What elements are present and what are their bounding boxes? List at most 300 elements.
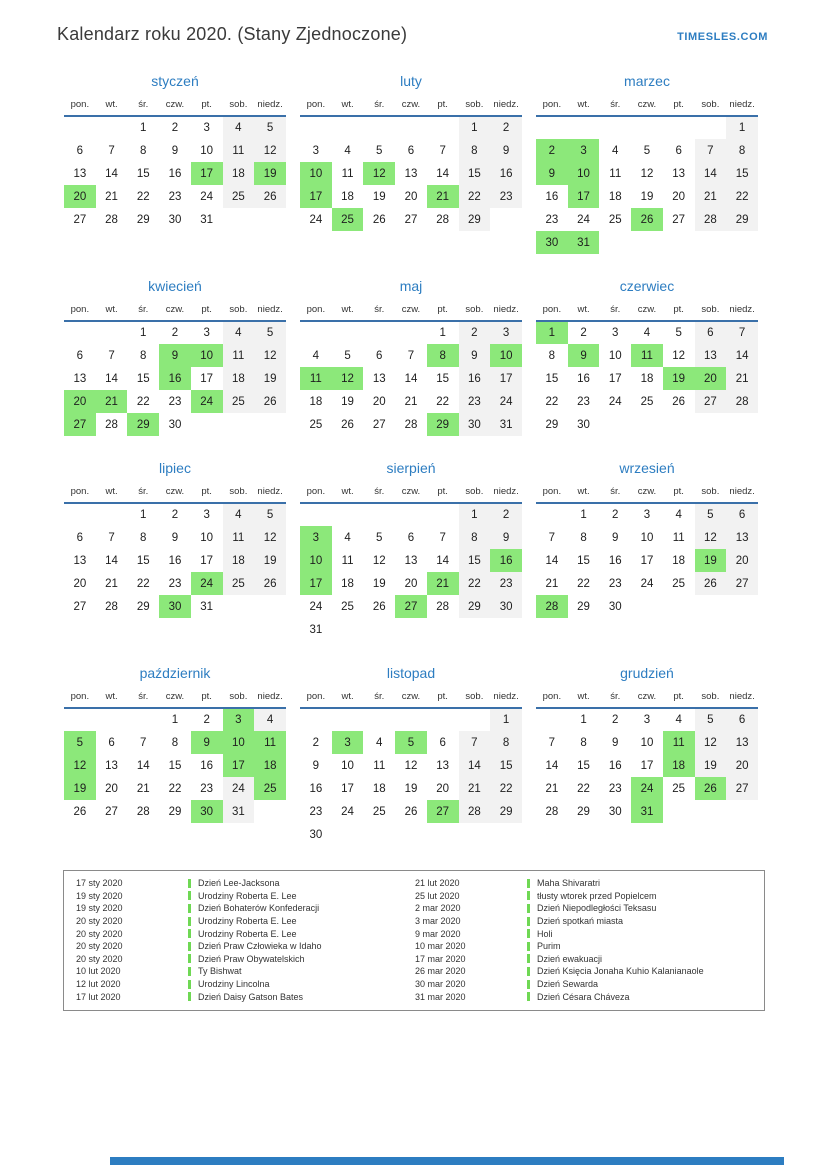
holiday-tick-icon (188, 967, 191, 976)
legend-row (415, 965, 752, 978)
legend-row (415, 902, 752, 915)
day-cell: 14 (136, 759, 150, 772)
legend-row (415, 953, 752, 966)
weekday-label: śr. (127, 302, 159, 321)
weekend-day-cell: 31 (490, 413, 522, 436)
weekend-day-cell: 30 (459, 413, 491, 436)
weekend-day-cell: 18 (223, 549, 255, 572)
weekday-label: pon. (536, 484, 568, 503)
holiday-day-cell: 19 (695, 549, 727, 572)
day-cell: 14 (436, 167, 450, 180)
day-cell: 31 (200, 600, 214, 613)
holiday-day-cell: 27 (427, 800, 459, 823)
weekend-day-cell: 14 (459, 754, 491, 777)
weekday-label: wt. (568, 484, 600, 503)
weekday-label: niedz. (254, 689, 286, 708)
weekday-label: czw. (159, 689, 191, 708)
empty-cell (395, 503, 427, 526)
weekend-day-cell: 19 (695, 754, 727, 777)
holiday-tick-icon (188, 992, 191, 1001)
weekend-day-cell: 11 (223, 526, 255, 549)
empty-cell (695, 595, 727, 618)
day-cell: 31 (200, 213, 214, 226)
day-cell: 14 (436, 554, 450, 567)
weekday-label: czw. (395, 302, 427, 321)
weekday-label: wt. (568, 97, 600, 116)
holiday-day-cell: 9 (191, 731, 223, 754)
holiday-day-cell: 3 (568, 139, 600, 162)
day-cell: 4 (344, 144, 351, 157)
weekend-day-cell: 14 (695, 162, 727, 185)
legend-row (415, 990, 752, 1003)
holiday-day-cell: 30 (191, 800, 223, 823)
weekend-day-cell: 7 (726, 321, 758, 344)
holiday-day-cell: 17 (300, 185, 332, 208)
weekend-day-cell: 4 (223, 321, 255, 344)
day-cell: 28 (436, 213, 450, 226)
weekend-day-cell: 12 (695, 731, 727, 754)
holiday-day-cell: 19 (64, 777, 96, 800)
day-cell: 24 (309, 600, 323, 613)
day-cell: 2 (312, 736, 320, 749)
legend-row (76, 978, 401, 991)
day-cell: 19 (372, 190, 386, 203)
weekend-day-cell: 15 (459, 549, 491, 572)
legend-date: 12 lut 2020 (76, 979, 121, 990)
month-title: styczeń (151, 73, 199, 89)
weekend-day-cell: 3 (490, 321, 522, 344)
holiday-tick-icon (527, 980, 530, 989)
legend-date: 2 mar 2020 (415, 903, 461, 914)
day-cell: 15 (168, 759, 182, 772)
holiday-day-cell: 17 (300, 572, 332, 595)
weekday-label: pt. (663, 689, 695, 708)
day-cell: 26 (73, 805, 87, 818)
empty-cell (64, 116, 96, 139)
weekday-label: śr. (127, 97, 159, 116)
holiday-day-cell: 10 (300, 549, 332, 572)
empty-cell (363, 618, 395, 641)
day-cell: 26 (672, 395, 686, 408)
day-cell: 17 (640, 759, 654, 772)
month-block (64, 460, 286, 618)
month-table (536, 689, 758, 823)
empty-cell (191, 413, 223, 436)
day-cell: 14 (404, 372, 418, 385)
legend-holiday-name: Dzień Księcia Jonaha Kuhio Kalanianaole (537, 966, 704, 977)
day-cell: 13 (73, 167, 87, 180)
weekend-day-cell: 18 (223, 367, 255, 390)
day-cell: 10 (640, 531, 654, 544)
weekend-day-cell: 11 (223, 139, 255, 162)
weekend-day-cell: 8 (459, 139, 491, 162)
day-cell: 13 (672, 167, 686, 180)
empty-cell (96, 708, 128, 731)
empty-cell (663, 595, 695, 618)
day-cell: 6 (108, 736, 115, 749)
weekend-day-cell: 14 (726, 344, 758, 367)
months-grid (64, 73, 758, 846)
day-cell: 7 (439, 531, 446, 544)
empty-cell (64, 503, 96, 526)
empty-cell (726, 231, 758, 254)
weekday-label: pon. (536, 302, 568, 321)
holiday-tick-icon (527, 904, 530, 913)
weekday-label: niedz. (254, 97, 286, 116)
empty-cell (631, 595, 663, 618)
legend-row (415, 890, 752, 903)
empty-cell (395, 823, 427, 846)
empty-cell (490, 823, 522, 846)
day-cell: 13 (73, 372, 87, 385)
empty-cell (332, 321, 364, 344)
weekend-day-cell: 2 (490, 116, 522, 139)
page-header (0, 0, 827, 45)
holiday-day-cell: 17 (223, 754, 255, 777)
weekday-label: niedz. (490, 689, 522, 708)
empty-cell (726, 413, 758, 436)
day-cell: 9 (312, 759, 320, 772)
holiday-tick-icon (188, 980, 191, 989)
weekend-day-cell: 15 (726, 162, 758, 185)
day-cell: 15 (577, 759, 590, 772)
holiday-day-cell: 17 (568, 185, 600, 208)
day-cell: 21 (136, 782, 150, 795)
day-cell: 16 (309, 782, 323, 795)
day-cell: 11 (341, 167, 354, 180)
empty-cell (427, 116, 459, 139)
weekday-label: sob. (695, 302, 727, 321)
weekday-label: czw. (631, 484, 663, 503)
legend-date: 21 lut 2020 (415, 878, 460, 889)
holiday-day-cell: 8 (427, 344, 459, 367)
weekend-day-cell: 12 (254, 526, 286, 549)
weekday-label: śr. (363, 97, 395, 116)
weekend-day-cell: 29 (459, 595, 491, 618)
weekend-day-cell: 1 (459, 116, 491, 139)
site-link[interactable]: TIMESLES.COM (677, 31, 768, 43)
holiday-day-cell: 21 (427, 185, 459, 208)
holiday-day-cell: 3 (332, 731, 364, 754)
weekend-day-cell: 26 (695, 572, 727, 595)
weekday-label: pon. (64, 302, 96, 321)
weekday-label: śr. (599, 302, 631, 321)
weekend-day-cell: 26 (254, 572, 286, 595)
day-cell: 10 (341, 759, 354, 772)
weekday-label: czw. (631, 97, 663, 116)
weekday-label: pt. (427, 484, 459, 503)
day-cell: 25 (372, 805, 386, 818)
weekend-day-cell: 9 (459, 344, 491, 367)
weekday-label: pt. (663, 97, 695, 116)
legend-row (76, 927, 401, 940)
holiday-tick-icon (527, 954, 530, 963)
legend-holiday-name: Dzień Niepodległości Teksasu (537, 903, 657, 914)
day-cell: 8 (140, 144, 147, 157)
empty-cell (568, 116, 600, 139)
holiday-tick-icon (188, 929, 191, 938)
weekend-day-cell: 8 (459, 526, 491, 549)
holiday-day-cell: 10 (191, 344, 223, 367)
weekday-label: pon. (64, 689, 96, 708)
month-block (64, 278, 286, 436)
weekday-label: czw. (631, 302, 663, 321)
month-table (64, 97, 286, 231)
weekday-label: śr. (599, 689, 631, 708)
weekday-label: pt. (191, 302, 223, 321)
month-title: sierpień (386, 460, 436, 476)
weekend-day-cell: 29 (726, 208, 758, 231)
day-cell: 27 (105, 805, 118, 818)
legend-date: 25 lut 2020 (415, 890, 460, 901)
day-cell: 2 (171, 327, 179, 339)
weekend-day-cell: 19 (254, 549, 286, 572)
legend-date: 10 lut 2020 (76, 966, 121, 977)
day-cell: 30 (577, 418, 590, 431)
day-cell: 18 (608, 190, 622, 203)
day-cell: 25 (640, 395, 654, 408)
weekday-label: sob. (459, 97, 491, 116)
empty-cell (332, 503, 364, 526)
day-cell: 21 (404, 395, 418, 408)
weekend-day-cell: 17 (490, 367, 522, 390)
month-title: czerwiec (619, 278, 675, 294)
holiday-day-cell: 26 (631, 208, 663, 231)
holiday-day-cell: 10 (490, 344, 522, 367)
day-cell: 14 (105, 167, 118, 180)
holiday-day-cell: 10 (300, 162, 332, 185)
day-cell: 29 (136, 213, 150, 226)
legend-row (415, 915, 752, 928)
empty-cell (395, 321, 427, 344)
day-cell: 13 (436, 759, 450, 772)
month-table (536, 484, 758, 618)
day-cell: 23 (309, 805, 323, 818)
weekday-label: wt. (332, 302, 364, 321)
legend-date: 17 lut 2020 (76, 991, 121, 1002)
empty-cell (363, 321, 395, 344)
weekend-day-cell: 9 (490, 139, 522, 162)
month-block (300, 73, 522, 231)
month-title: październik (139, 665, 211, 681)
holiday-day-cell: 21 (96, 390, 128, 413)
day-cell: 22 (577, 782, 590, 795)
weekday-label: wt. (332, 97, 364, 116)
day-cell: 18 (341, 190, 354, 203)
day-cell: 22 (545, 395, 559, 408)
month-block (64, 73, 286, 231)
weekday-label: czw. (159, 302, 191, 321)
weekday-label: wt. (96, 97, 128, 116)
empty-cell (363, 708, 395, 731)
holiday-tick-icon (527, 967, 530, 976)
empty-cell (536, 116, 568, 139)
month-table (300, 484, 522, 641)
weekend-day-cell: 22 (490, 777, 522, 800)
weekday-label: sob. (695, 97, 727, 116)
holiday-day-cell: 18 (254, 754, 286, 777)
day-cell: 23 (168, 395, 182, 408)
holiday-day-cell: 20 (64, 185, 96, 208)
legend-holiday-name: Urodziny Lincolna (198, 979, 270, 990)
weekend-day-cell: 20 (726, 754, 758, 777)
legend-row (76, 915, 401, 928)
empty-cell (96, 116, 128, 139)
holiday-day-cell: 31 (631, 800, 663, 823)
day-cell: 28 (545, 805, 559, 818)
day-cell: 16 (608, 554, 622, 567)
day-cell: 13 (404, 167, 418, 180)
day-cell: 16 (168, 167, 182, 180)
month-block (536, 460, 758, 618)
day-cell: 4 (312, 349, 320, 362)
month-table (300, 302, 522, 436)
day-cell: 2 (203, 714, 210, 726)
holiday-day-cell: 19 (254, 162, 286, 185)
legend-date: 10 mar 2020 (415, 941, 466, 952)
day-cell: 25 (341, 600, 354, 613)
day-cell: 19 (372, 577, 386, 590)
weekday-label: wt. (96, 302, 128, 321)
legend-row (76, 953, 401, 966)
day-cell: 27 (73, 600, 87, 613)
day-cell: 24 (341, 805, 354, 818)
weekday-label: pt. (191, 97, 223, 116)
empty-cell (300, 503, 332, 526)
day-cell: 7 (108, 144, 115, 157)
weekend-day-cell: 5 (254, 503, 286, 526)
day-cell: 14 (545, 554, 559, 567)
weekend-day-cell: 1 (726, 116, 758, 139)
day-cell: 6 (675, 144, 682, 157)
day-cell: 28 (105, 600, 118, 613)
holiday-day-cell: 29 (127, 413, 159, 436)
day-cell: 8 (580, 531, 587, 544)
weekend-day-cell: 13 (726, 526, 758, 549)
day-cell: 16 (577, 372, 590, 385)
weekday-label: wt. (332, 484, 364, 503)
day-cell: 7 (108, 531, 115, 544)
day-cell: 3 (643, 714, 651, 726)
day-cell: 29 (168, 805, 182, 818)
day-cell: 23 (577, 395, 590, 408)
legend-date: 19 sty 2020 (76, 890, 123, 901)
day-cell: 11 (672, 531, 685, 544)
weekday-label: pon. (536, 97, 568, 116)
holiday-day-cell: 24 (191, 572, 223, 595)
day-cell: 8 (140, 531, 147, 544)
day-cell: 14 (105, 554, 118, 567)
holiday-day-cell: 12 (332, 367, 364, 390)
month-title: lipiec (159, 460, 191, 476)
day-cell: 16 (545, 190, 559, 203)
legend-date: 20 sty 2020 (76, 928, 123, 939)
day-cell: 13 (372, 372, 386, 385)
day-cell: 15 (436, 372, 450, 385)
legend-row (415, 940, 752, 953)
day-cell: 6 (76, 349, 84, 362)
day-cell: 4 (344, 531, 351, 544)
day-cell: 27 (372, 418, 386, 431)
day-cell: 29 (577, 805, 590, 818)
day-cell: 9 (171, 531, 179, 544)
weekday-label: czw. (159, 484, 191, 503)
weekday-label: niedz. (726, 97, 758, 116)
day-cell: 26 (341, 418, 354, 431)
weekend-day-cell: 4 (223, 116, 255, 139)
day-cell: 20 (672, 190, 686, 203)
weekend-day-cell: 24 (223, 777, 255, 800)
day-cell: 20 (372, 395, 386, 408)
empty-cell (599, 116, 631, 139)
empty-cell (726, 595, 758, 618)
day-cell: 30 (608, 600, 622, 613)
weekend-day-cell: 22 (459, 572, 491, 595)
day-cell: 2 (612, 714, 619, 726)
weekend-day-cell: 12 (254, 344, 286, 367)
day-cell: 5 (675, 327, 682, 339)
empty-cell (427, 503, 459, 526)
weekday-label: pon. (64, 484, 96, 503)
weekend-day-cell: 20 (726, 549, 758, 572)
weekday-label: niedz. (490, 484, 522, 503)
legend-date: 30 mar 2020 (415, 979, 466, 990)
holiday-day-cell: 24 (631, 777, 663, 800)
legend-holiday-name: Ty Bishwat (198, 966, 242, 977)
empty-cell (631, 413, 663, 436)
weekday-label: niedz. (490, 97, 522, 116)
empty-cell (726, 800, 758, 823)
day-cell: 4 (675, 509, 682, 521)
holiday-day-cell: 24 (191, 390, 223, 413)
day-cell: 18 (341, 577, 354, 590)
empty-cell (695, 116, 727, 139)
day-cell: 1 (140, 509, 147, 521)
day-cell: 17 (200, 554, 214, 567)
holiday-tick-icon (188, 954, 191, 963)
empty-cell (631, 116, 663, 139)
day-cell: 3 (612, 327, 619, 339)
day-cell: 25 (608, 213, 622, 226)
month-title: luty (400, 73, 422, 89)
weekday-label: pon. (300, 689, 332, 708)
day-cell: 9 (612, 736, 619, 749)
day-cell: 23 (608, 577, 622, 590)
month-title: kwiecień (148, 278, 202, 294)
weekend-day-cell: 23 (459, 390, 491, 413)
empty-cell (459, 708, 491, 731)
weekend-day-cell: 16 (490, 162, 522, 185)
day-cell: 8 (171, 736, 179, 749)
weekend-day-cell: 28 (695, 208, 727, 231)
month-block (536, 278, 758, 436)
weekend-day-cell: 26 (254, 185, 286, 208)
day-cell: 30 (168, 418, 182, 431)
holiday-day-cell: 20 (695, 367, 727, 390)
holiday-day-cell: 3 (300, 526, 332, 549)
legend-date: 17 sty 2020 (76, 878, 123, 889)
day-cell: 27 (672, 213, 686, 226)
empty-cell (490, 208, 522, 231)
weekend-day-cell: 15 (490, 754, 522, 777)
weekend-day-cell: 12 (695, 526, 727, 549)
empty-cell (427, 708, 459, 731)
day-cell: 15 (545, 372, 559, 385)
day-cell: 12 (672, 349, 686, 362)
holiday-day-cell: 19 (663, 367, 695, 390)
weekday-label: niedz. (726, 689, 758, 708)
day-cell: 17 (608, 372, 622, 385)
